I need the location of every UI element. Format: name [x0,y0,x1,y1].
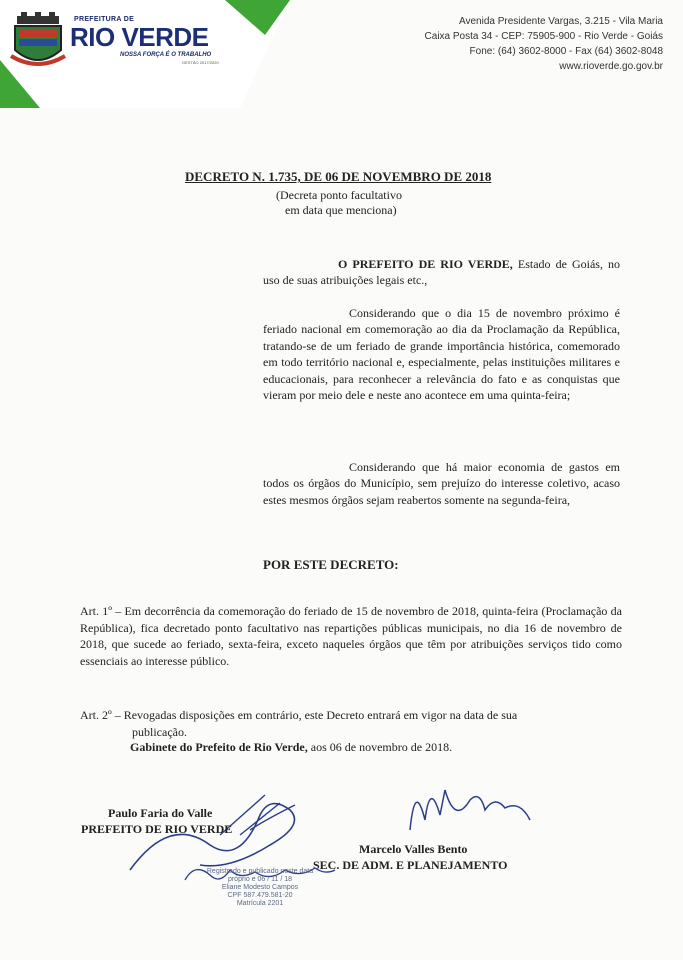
decree-title: DECRETO N. 1.735, DE 06 DE NOVEMBRO DE 2018 [185,169,492,184]
article-1-text: Art. 1º – Em decorrência da comemoração do feriado de 15 de novembro de 2018, quinta-feira (Proclamação da República), fica decretado ponto facultativo nas repartições públicas municipais, no dia 16 de novembro de 2018, que sucede ao feriado, sexta-feira, exceto naqueles órgãos que têm por atribuições serviços tido como essenciais ao interesse público. [80,604,622,668]
closing-bold: Gabinete do Prefeito de Rio Verde, [130,740,308,754]
contact-website: www.rioverde.go.gov.br [559,61,663,72]
article-2 [80,707,622,740]
stamp-line-2: próprio e 06 / 11 / 18 [227,876,293,883]
consideration-1: Considerando que o dia 15 de novembro próximo é feriado nacional em comemoração ao dia da Proclamação da República, tratando-se de um feriado de grande importância histórica, comemorado em todo território nacional e, especialmente, pelas instituições militares e educacionais, para reconhecer a relevância do fato e as conquistas que vieram por meio dele e neste ano acontece em uma quinta-feira; [263,306,620,403]
decree-subtitle [276,188,402,218]
subtitle-line-1: (Decreta ponto facultativo [276,188,402,202]
registration-stamp [185,868,335,908]
logo-slogan: NOSSA FORÇA É O TRABALHO [120,52,212,58]
coat-of-arms-icon [9,12,67,72]
logo-term: GESTÃO 2017/2020 [182,60,219,65]
contact-phone: Fone: (64) 3602-8000 - Fax (64) 3602-8048 [469,46,663,57]
intro-bold: O PREFEITO DE RIO VERDE, [338,257,513,271]
stamp-line-1: Registrado e publicado neste data [206,868,314,875]
intro-text: Estado de Goiás, no uso de suas atribuições legais etc., [263,257,621,288]
stamp-line-4: CPF 587.479.581-20 [227,892,293,899]
secretary-signature [400,770,550,840]
logo-prefix: PREFEITURA DE [74,16,135,23]
logo-city-name: RIO VERDE [70,22,209,52]
article-2-line-2: publicação. [132,724,187,739]
article-1 [80,603,622,669]
contact-address: Avenida Presidente Vargas, 3.215 - Vila Maria [458,16,663,27]
secretary-name: Marcelo Valles Bento [359,842,468,856]
subtitle-line-2: em data que menciona) [285,203,397,217]
stamp-line-3: Eliane Modesto Campos [221,884,299,891]
intro-paragraph [263,256,620,289]
closing-date: aos 06 de novembro de 2018. [307,740,453,754]
letterhead [0,0,683,108]
mayor-name: Paulo Faria do Valle [108,806,213,820]
decree-heading: POR ESTE DECRETO: [263,557,399,572]
contact-postal: Caixa Posta 34 - CEP: 75905-900 - Rio Verde - Goiás [424,31,663,42]
closing-line [130,740,452,755]
article-2-line-1: Art. 2º – Revogadas disposições em contrário, este Decreto entrará em vigor na data de sua [80,708,518,722]
secretary-title: SEC. DE ADM. E PLANEJAMENTO [313,858,508,872]
stamp-line-5: Matrícula 2201 [236,900,284,907]
contact-block [425,14,663,74]
mayor-title: PREFEITO DE RIO VERDE [81,822,233,836]
consideration-2: Considerando que há maior economia de gastos em todos os órgãos do Município, sem prejuízo do interesse coletivo, acaso estes mesmos órgãos sejam reabertos somente na segunda-feira, [263,460,620,507]
